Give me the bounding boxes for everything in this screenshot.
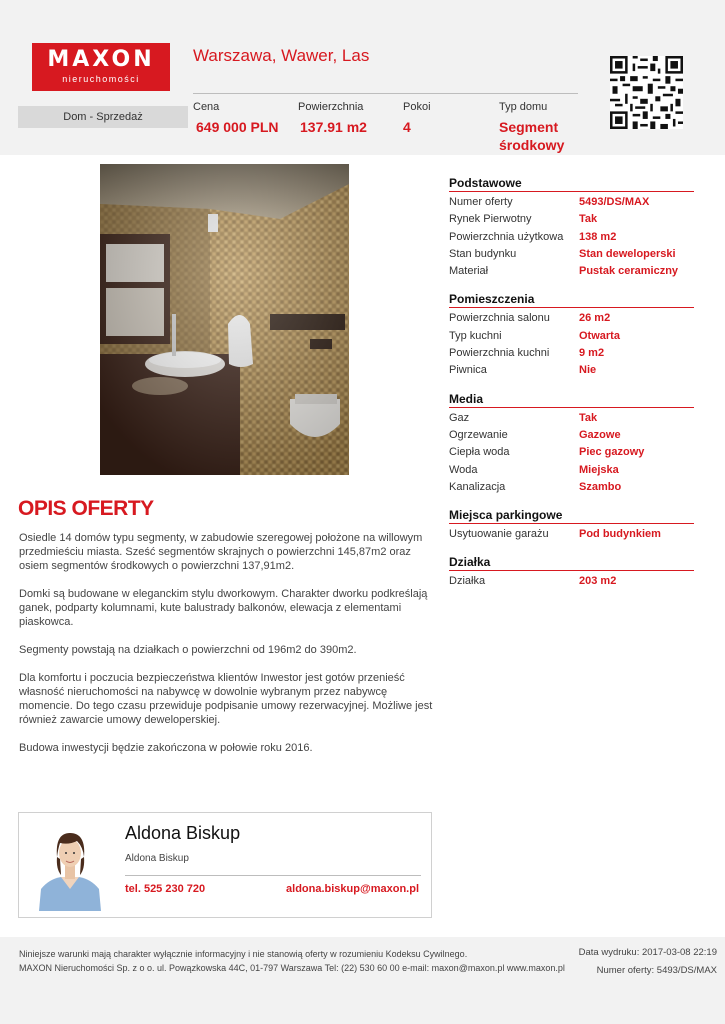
description-paragraph: Domki są budowane w eleganckim stylu dworkowym. Charakter dworku podkreślają ganek, podparty kolumnami, kute balustrady balkonów, elewacja z elementami piaskowca.: [19, 588, 428, 628]
detail-value: Miejska: [579, 463, 619, 476]
description-paragraph: Dla komfortu i poczucia bezpieczeństwa klientów Inwestor jest gotów przenieść własność nieruchomości na nabywcę w dowolnie wybranym przez nabywcę momencie. Do tego czasu przewiduje podpisanie umowy rezerwacyjnej. Możliwe jest również zawarcie umowy deweloperskiej.: [19, 672, 433, 726]
detail-row: [449, 194, 694, 211]
detail-row: [449, 573, 694, 590]
footer: [0, 937, 725, 1024]
detail-key: Ogrzewanie: [449, 428, 508, 441]
detail-key: Stan budynku: [449, 247, 517, 260]
detail-key: Woda: [449, 463, 478, 476]
detail-key: Rynek Pierwotny: [449, 213, 532, 226]
description-body: [19, 531, 434, 769]
header-band: [0, 0, 725, 155]
detail-row: [449, 462, 694, 479]
detail-value: 5493/DS/MAX: [579, 196, 650, 208]
section-title: Podstawowe: [449, 176, 694, 192]
maxon-logo[interactable]: [32, 43, 170, 91]
section-title: Pomieszczenia: [449, 292, 694, 308]
section-title: Miejsca parkingowe: [449, 508, 694, 524]
detail-value: 203 m2: [579, 575, 617, 588]
description-paragraph: Osiedle 14 domów typu segmenty, w zabudowie szeregowej położone na willowym przedmieściu miasta. Sześć segmentów skrajnych o powierzchni 145,87m2 oraz osiem segmentów środkowych o powierzchni 137,91m2.: [19, 532, 423, 572]
footer-disclaimer: Niniejsze warunki mają charakter wyłącznie informacyjny i nie stanowią oferty w rozumieniu Kodeksu Cywilnego.: [19, 949, 468, 959]
agent-avatar: [39, 823, 101, 911]
detail-value: Tak: [579, 411, 598, 424]
offer-type-badge: Dom - Sprzedaż: [18, 106, 188, 128]
property-photo[interactable]: [100, 164, 349, 475]
section-title: Działka: [449, 555, 694, 571]
agent-card: [18, 812, 432, 918]
header-divider: [193, 93, 578, 94]
agent-phone-link[interactable]: tel. 525 230 720: [125, 883, 206, 895]
property-location: Warszawa, Wawer, Las: [193, 46, 370, 65]
description-title: OPIS OFERTY: [18, 497, 154, 520]
detail-row: [449, 263, 694, 280]
section-rooms: [449, 292, 694, 379]
section-media: [449, 392, 694, 496]
logo-brand: MAXON: [47, 47, 155, 72]
agent-name-small: Aldona Biskup: [125, 853, 189, 864]
detail-key: Ciepła woda: [449, 446, 510, 459]
detail-value: Szambo: [579, 480, 622, 493]
detail-value: 138 m2: [579, 230, 617, 243]
price-label: Cena: [193, 101, 220, 113]
detail-value: Pod budynkiem: [579, 528, 661, 541]
detail-row: [449, 362, 694, 379]
house-type-value: Segment środkowy: [499, 119, 565, 153]
detail-key: Kanalizacja: [449, 480, 506, 493]
rooms-value: 4: [403, 119, 411, 135]
logo-subtitle: nieruchomości: [62, 74, 140, 84]
detail-row: [449, 345, 694, 362]
detail-key: Powierzchnia kuchni: [449, 347, 550, 360]
detail-value: Gazowe: [579, 428, 621, 441]
detail-value: Pustak ceramiczny: [579, 265, 679, 278]
detail-value: 9 m2: [579, 347, 605, 360]
detail-row: [449, 229, 694, 246]
detail-key: Typ kuchni: [449, 329, 502, 342]
detail-value: Stan deweloperski: [579, 247, 676, 260]
detail-value: Nie: [579, 364, 597, 377]
detail-key: Gaz: [449, 411, 470, 424]
section-basic: [449, 176, 694, 280]
detail-key: Usytuowanie garażu: [449, 528, 549, 541]
detail-value: 26 m2: [579, 312, 611, 325]
detail-row: [449, 526, 694, 543]
detail-row: [449, 246, 694, 263]
detail-row: [449, 479, 694, 496]
detail-key: Powierzchnia użytkowa: [449, 230, 564, 243]
area-value: 137.91 m2: [300, 119, 367, 135]
agent-divider: [125, 875, 421, 876]
agent-email-link[interactable]: aldona.biskup@maxon.pl: [286, 883, 419, 895]
section-title: Media: [449, 392, 694, 408]
detail-key: Działka: [449, 575, 486, 588]
footer-offer-number: Numer oferty: 5493/DS/MAX: [596, 965, 717, 976]
rooms-label: Pokoi: [403, 101, 431, 113]
detail-key: Piwnica: [449, 364, 487, 377]
detail-row: [449, 444, 694, 461]
section-plot: [449, 555, 694, 590]
agent-name: Aldona Biskup: [125, 823, 241, 843]
detail-key: Powierzchnia salonu: [449, 312, 550, 325]
footer-print-date: Data wydruku: 2017-03-08 22:19: [578, 947, 717, 958]
detail-row: [449, 410, 694, 427]
description-paragraph: Budowa inwestycji będzie zakończona w połowie roku 2016.: [19, 742, 313, 754]
detail-value: Piec gazowy: [579, 446, 645, 459]
details-panel: [449, 176, 694, 603]
detail-row: [449, 211, 694, 228]
detail-key: Materiał: [449, 265, 489, 278]
detail-value: Tak: [579, 213, 598, 226]
detail-key: Numer oferty: [449, 196, 513, 208]
section-parking: [449, 508, 694, 543]
detail-value: Otwarta: [579, 329, 620, 342]
qr-code-icon[interactable]: [610, 56, 683, 129]
house-type-label: Typ domu: [499, 101, 548, 113]
area-label: Powierzchnia: [298, 101, 364, 113]
footer-company: MAXON Nieruchomości Sp. z o o. ul. Powązkowska 44C, 01-797 Warszawa Tel: (22) 530 60 00 e-mail: maxon@maxon.pl www.maxon.pl: [19, 963, 565, 973]
price-value: 649 000 PLN: [196, 119, 279, 135]
description-paragraph: Segmenty powstają na działkach o powierzchni od 196m2 do 390m2.: [19, 644, 357, 656]
detail-row: [449, 427, 694, 444]
detail-row: [449, 328, 694, 345]
detail-row: [449, 310, 694, 327]
